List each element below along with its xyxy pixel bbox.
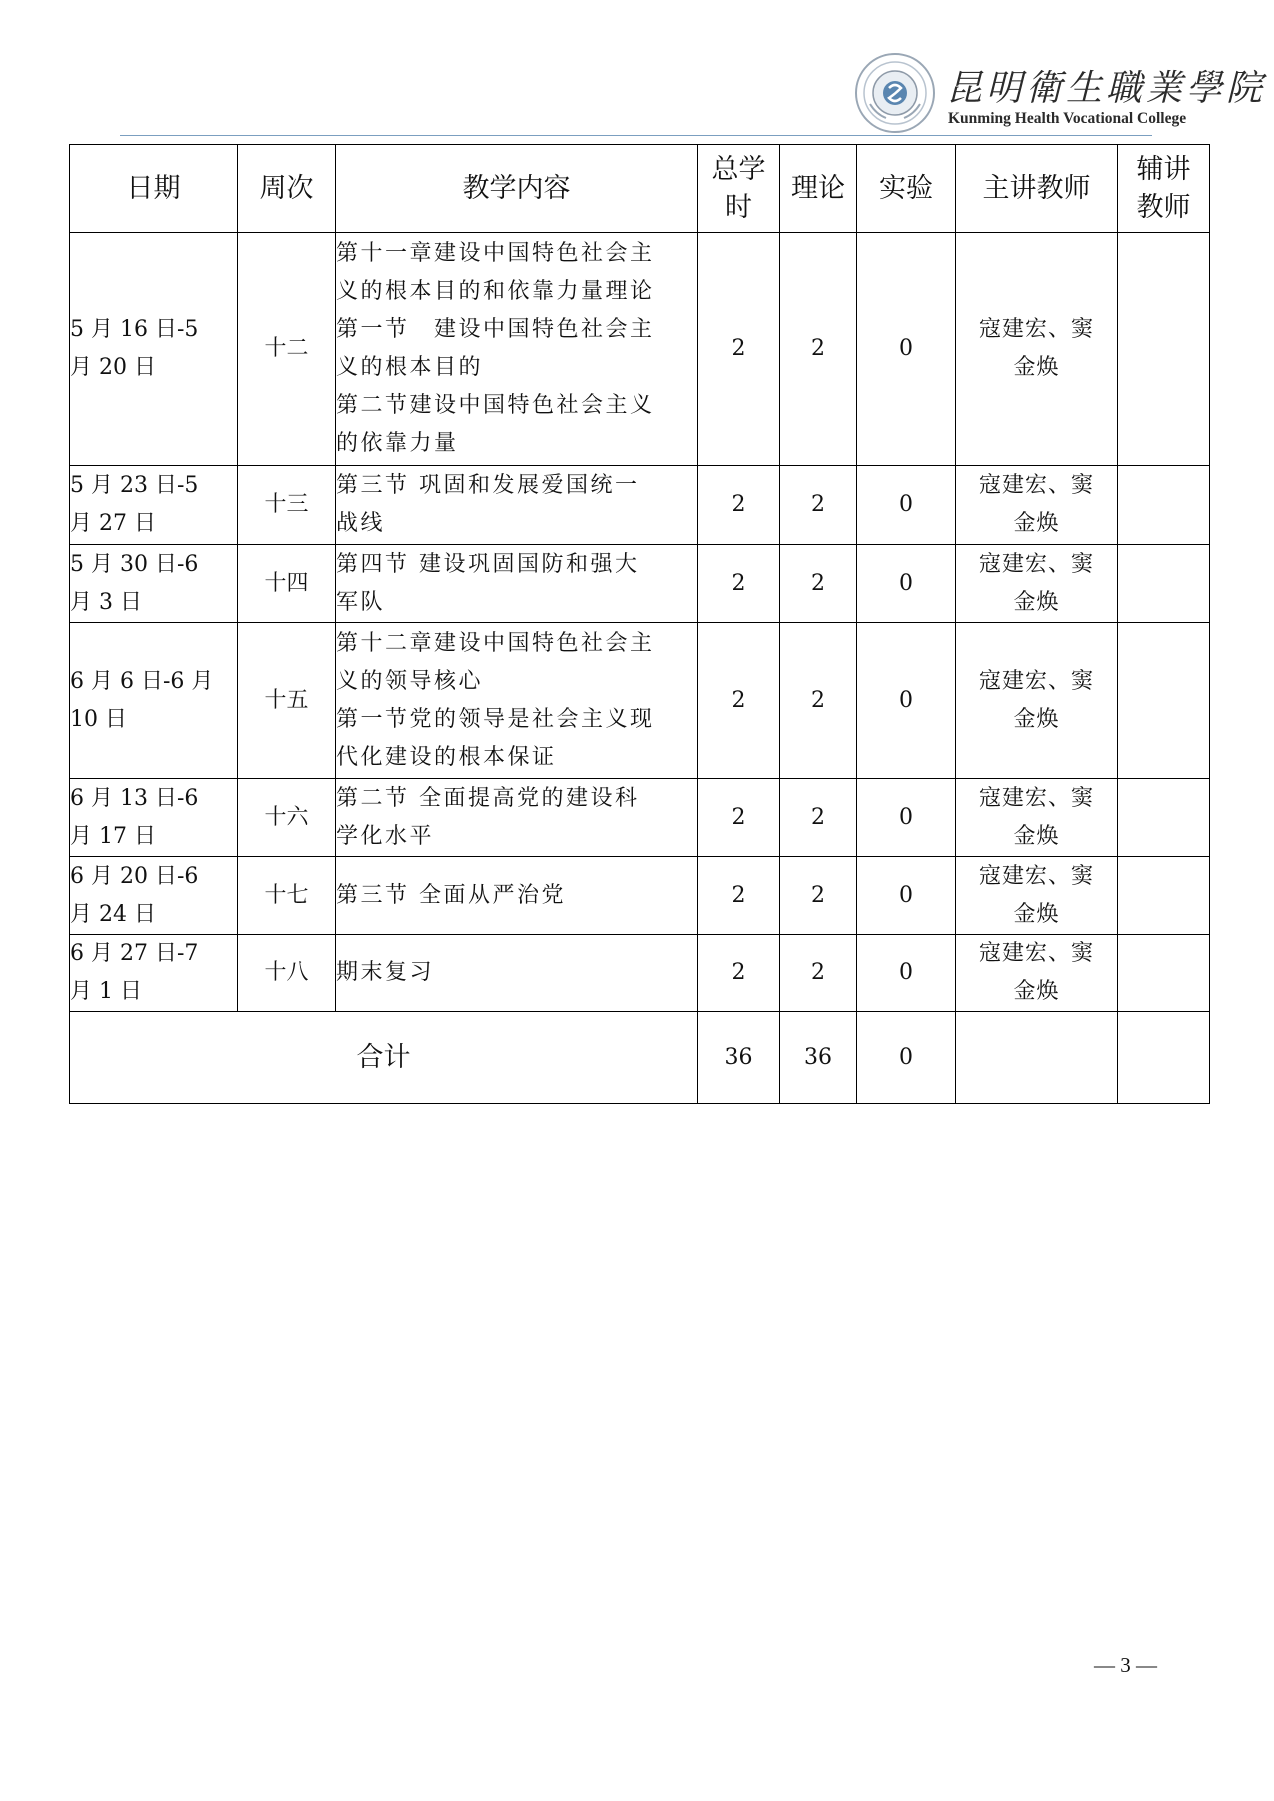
content-line: 代化建设的根本保证 — [336, 744, 557, 770]
content-cell — [336, 779, 698, 857]
content-cell — [336, 545, 698, 623]
teacher-line: 寇建宏、窦 — [978, 317, 1094, 342]
header-assistant-line1: 辅讲 — [1136, 153, 1191, 185]
content-line: 第四节 建设巩固国防和强大 — [336, 551, 640, 577]
theory-sum: 36 — [780, 1012, 857, 1104]
teacher-cell — [956, 935, 1118, 1012]
table-row — [70, 935, 1210, 1012]
date-cell — [70, 935, 238, 1012]
teacher-sum-empty — [956, 1012, 1118, 1104]
content-line: 第三节 巩固和发展爱国统一 — [336, 473, 640, 498]
teacher-line: 寇建宏、窦 — [978, 668, 1094, 694]
content-line: 第十一章建设中国特色社会主 — [336, 241, 655, 266]
theory-cell: 2 — [780, 233, 857, 466]
date-line: 月 3 日 — [70, 589, 142, 615]
experiment-sum: 0 — [857, 1012, 956, 1104]
content-line: 义的根本目的 — [336, 355, 484, 380]
date-line: 6 月 13 日-6 — [70, 785, 199, 811]
teaching-schedule-table — [69, 144, 1210, 1104]
teacher-cell — [956, 233, 1118, 466]
date-line: 月 1 日 — [70, 979, 142, 1004]
header-assistant-teacher — [1118, 145, 1210, 233]
date-line: 5 月 23 日-5 — [70, 473, 199, 498]
theory-cell: 2 — [780, 466, 857, 545]
date-cell — [70, 623, 238, 779]
teacher-line: 金焕 — [1013, 355, 1060, 380]
week-cell: 十五 — [238, 623, 336, 779]
table-row — [70, 623, 1210, 779]
teacher-line: 寇建宏、窦 — [978, 473, 1094, 498]
header-week: 周次 — [238, 145, 336, 233]
total-hours-cell: 2 — [698, 233, 780, 466]
week-cell: 十六 — [238, 779, 336, 857]
date-line: 月 27 日 — [70, 511, 156, 536]
content-line: 期末复习 — [336, 960, 435, 985]
assistant-sum-empty — [1118, 1012, 1210, 1104]
date-line: 6 月 20 日-6 — [70, 863, 199, 889]
date-line: 5 月 16 日-5 — [70, 317, 199, 342]
teacher-line: 金焕 — [1013, 901, 1060, 927]
college-name-en: Kunming Health Vocational College — [948, 110, 1187, 127]
date-line: 月 24 日 — [70, 901, 156, 927]
header-assistant-line2: 教师 — [1136, 191, 1191, 223]
date-line: 月 17 日 — [70, 823, 156, 849]
table-row — [70, 233, 1210, 466]
header-total-hours-line2: 时 — [725, 191, 752, 223]
content-line: 第十二章建设中国特色社会主 — [336, 630, 655, 656]
experiment-cell: 0 — [857, 466, 956, 545]
theory-cell: 2 — [780, 779, 857, 857]
header-total-hours — [698, 145, 780, 233]
total-hours-cell: 2 — [698, 545, 780, 623]
total-label: 合计 — [70, 1012, 698, 1104]
theory-cell: 2 — [780, 857, 857, 935]
header-date: 日期 — [70, 145, 238, 233]
header-experiment: 实验 — [857, 145, 956, 233]
assistant-cell — [1118, 623, 1210, 779]
content-cell — [336, 935, 698, 1012]
date-cell — [70, 545, 238, 623]
week-cell: 十三 — [238, 466, 336, 545]
teacher-line: 金焕 — [1013, 823, 1060, 849]
content-line: 的依靠力量 — [336, 431, 459, 456]
table-row — [70, 466, 1210, 545]
content-line: 学化水平 — [336, 823, 435, 849]
teacher-line: 寇建宏、窦 — [978, 863, 1094, 889]
page-number: — 3 — — [1094, 1653, 1157, 1677]
content-line: 义的领导核心 — [336, 668, 484, 694]
experiment-cell: 0 — [857, 545, 956, 623]
content-line: 义的根本目的和依靠力量理论 — [336, 279, 655, 304]
total-hours-cell: 2 — [698, 935, 780, 1012]
week-cell: 十八 — [238, 935, 336, 1012]
date-line: 6 月 6 日-6 月 — [70, 668, 214, 694]
teacher-line: 金焕 — [1013, 706, 1060, 732]
teacher-line: 金焕 — [1013, 979, 1060, 1004]
header-main-teacher: 主讲教师 — [956, 145, 1118, 233]
teacher-cell — [956, 779, 1118, 857]
content-line: 第二节 全面提高党的建设科 — [336, 785, 640, 811]
teacher-cell — [956, 623, 1118, 779]
assistant-cell — [1118, 545, 1210, 623]
header-theory: 理论 — [780, 145, 857, 233]
table-row — [70, 779, 1210, 857]
experiment-cell: 0 — [857, 857, 956, 935]
total-hours-cell: 2 — [698, 779, 780, 857]
college-seal-icon — [854, 52, 936, 134]
total-hours-cell: 2 — [698, 857, 780, 935]
total-hours-sum: 36 — [698, 1012, 780, 1104]
college-name-cn: 昆明衛生職業學院 — [946, 68, 1267, 109]
date-cell — [70, 779, 238, 857]
content-line: 第三节 全面从严治党 — [336, 882, 566, 908]
experiment-cell: 0 — [857, 935, 956, 1012]
teacher-cell — [956, 857, 1118, 935]
assistant-cell — [1118, 935, 1210, 1012]
assistant-cell — [1118, 857, 1210, 935]
theory-cell: 2 — [780, 935, 857, 1012]
date-cell — [70, 466, 238, 545]
table-row — [70, 545, 1210, 623]
content-line: 第一节党的领导是社会主义现 — [336, 706, 655, 732]
week-cell: 十二 — [238, 233, 336, 466]
week-cell: 十四 — [238, 545, 336, 623]
table-row — [70, 857, 1210, 935]
header-divider — [120, 135, 1152, 136]
content-cell — [336, 233, 698, 466]
teacher-line: 寇建宏、窦 — [978, 551, 1094, 577]
week-cell: 十七 — [238, 857, 336, 935]
date-cell — [70, 857, 238, 935]
teacher-cell — [956, 466, 1118, 545]
total-row — [70, 1012, 1210, 1104]
experiment-cell: 0 — [857, 233, 956, 466]
teacher-cell — [956, 545, 1118, 623]
content-line: 第一节 建设中国特色社会主 — [336, 317, 655, 342]
header-total-hours-line1: 总学 — [711, 153, 766, 185]
assistant-cell — [1118, 779, 1210, 857]
date-cell — [70, 233, 238, 466]
date-line: 5 月 30 日-6 — [70, 551, 199, 577]
theory-cell: 2 — [780, 623, 857, 779]
date-line: 6 月 27 日-7 — [70, 941, 199, 966]
date-line: 月 20 日 — [70, 355, 156, 380]
header-content: 教学内容 — [336, 145, 698, 233]
theory-cell: 2 — [780, 545, 857, 623]
total-hours-cell: 2 — [698, 623, 780, 779]
content-cell — [336, 857, 698, 935]
assistant-cell — [1118, 233, 1210, 466]
experiment-cell: 0 — [857, 623, 956, 779]
content-cell — [336, 466, 698, 545]
table-header-row — [70, 145, 1210, 233]
teacher-line: 寇建宏、窦 — [978, 941, 1094, 966]
content-line: 战线 — [336, 511, 386, 536]
content-line: 军队 — [336, 589, 386, 615]
total-hours-cell: 2 — [698, 466, 780, 545]
teacher-line: 金焕 — [1013, 511, 1060, 536]
date-line: 10 日 — [70, 706, 127, 732]
content-cell — [336, 623, 698, 779]
experiment-cell: 0 — [857, 779, 956, 857]
college-logo — [854, 52, 1267, 136]
teacher-line: 金焕 — [1013, 589, 1060, 615]
assistant-cell — [1118, 466, 1210, 545]
teacher-line: 寇建宏、窦 — [978, 785, 1094, 811]
content-line: 第二节建设中国特色社会主义 — [336, 393, 655, 418]
